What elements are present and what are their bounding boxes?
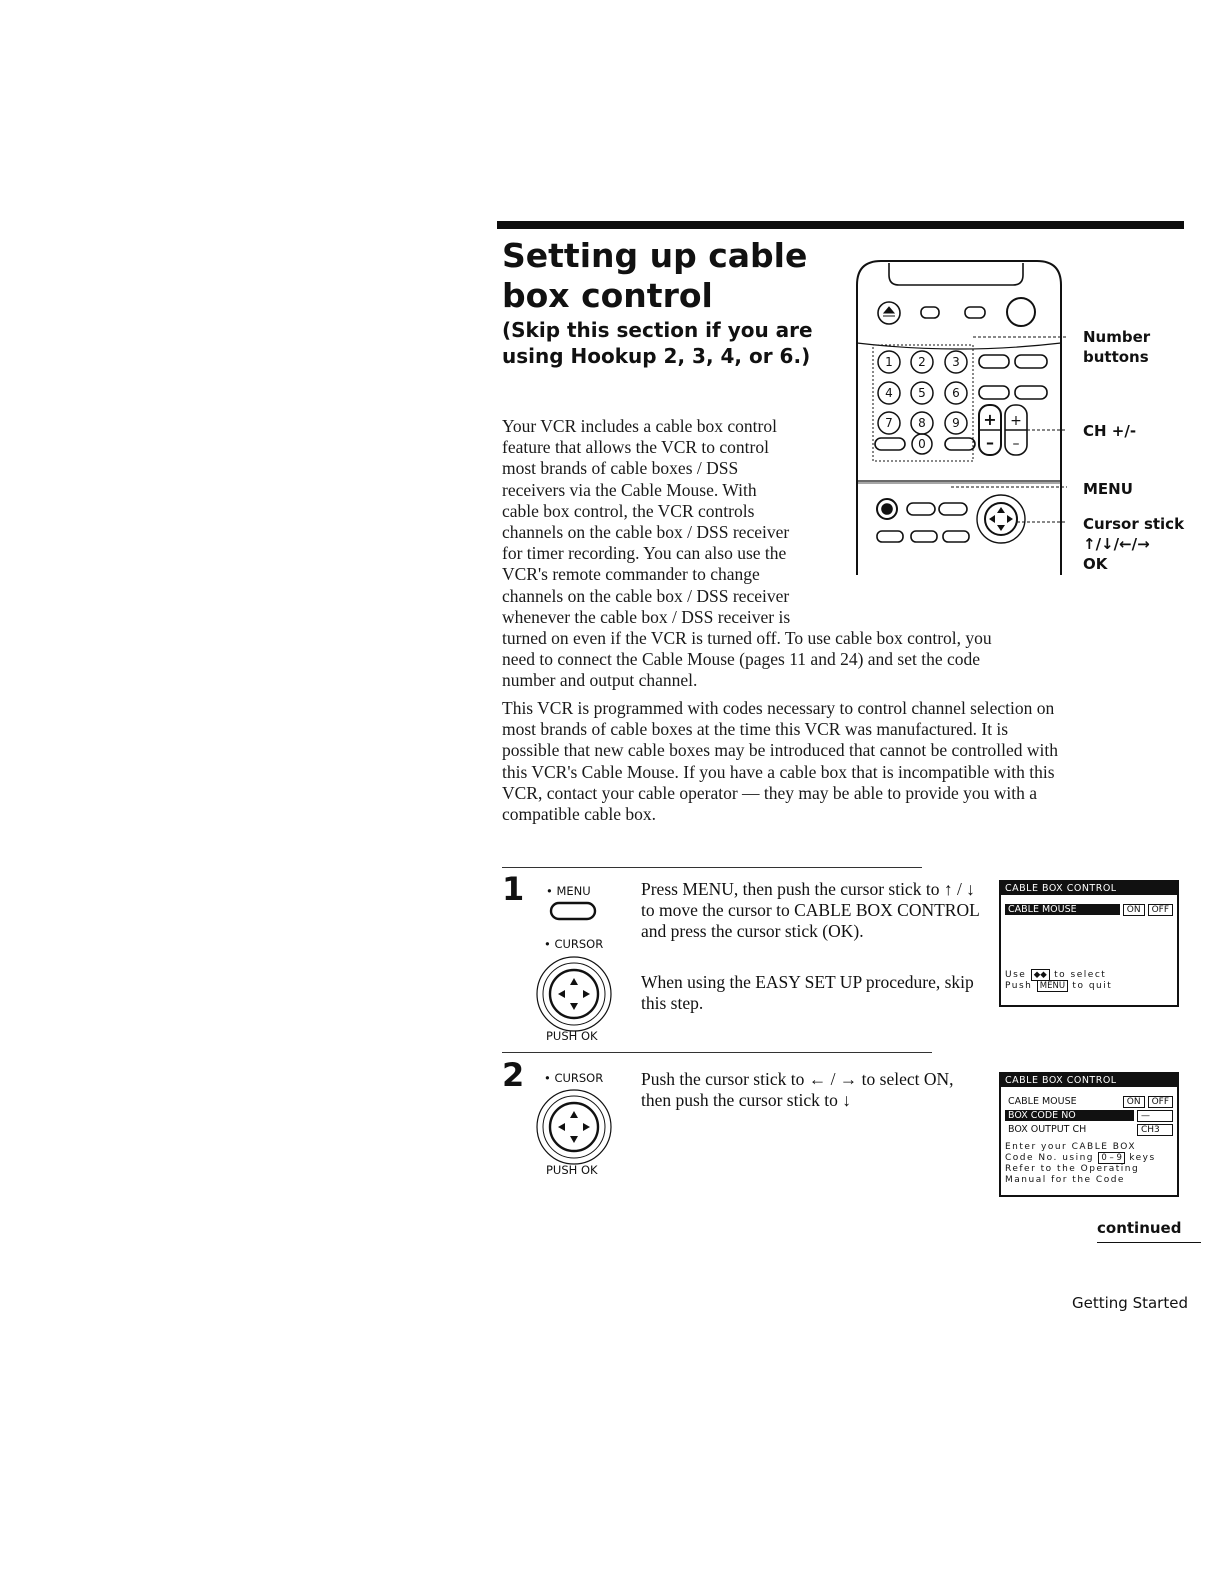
minus-icon: – xyxy=(1012,436,1020,452)
plus-icon: + xyxy=(1010,413,1022,429)
small-button xyxy=(921,307,939,318)
push-ok-label: PUSH OK xyxy=(546,1029,598,1043)
digit-label: 5 xyxy=(918,386,926,400)
continued-rule xyxy=(1097,1242,1201,1243)
osd-row-label: BOX OUTPUT CH xyxy=(1008,1124,1087,1135)
osd-footer-line: Refer to the Operating xyxy=(1005,1164,1140,1174)
section-name: Getting Started xyxy=(1072,1294,1188,1312)
digit-label: 8 xyxy=(918,416,926,430)
intro-line: number and output channel. xyxy=(502,670,698,691)
osd-row-label: CABLE MOUSE xyxy=(1008,1096,1077,1107)
digit-label: 6 xyxy=(952,386,960,400)
intro-line: Your VCR includes a cable box control xyxy=(502,416,777,436)
menu-button-label: • MENU xyxy=(546,884,591,898)
cursor-stick-icon xyxy=(534,954,614,1034)
step-1-number: 1 xyxy=(502,870,525,908)
osd-title: CABLE BOX CONTROL xyxy=(1001,1074,1177,1087)
small-button xyxy=(965,307,985,318)
osd-row-output-ch xyxy=(1005,1123,1173,1136)
osd-screen-step-2 xyxy=(999,1072,1179,1197)
remote-seam xyxy=(857,343,1061,349)
osd-row-box-code xyxy=(1005,1109,1173,1122)
minus-icon: – xyxy=(986,433,994,452)
callout-menu: MENU xyxy=(1083,480,1133,498)
digit-label: 2 xyxy=(918,355,926,369)
osd-footer-text: Push xyxy=(1005,981,1033,991)
osd-option-on: ON xyxy=(1123,1096,1145,1108)
osd-footer-line xyxy=(1001,970,1177,981)
osd-footer-line: Enter your CABLE BOX xyxy=(1005,1142,1136,1152)
digit-label: 4 xyxy=(885,386,893,400)
title-line-2: box control xyxy=(502,276,713,315)
osd-row-label: CABLE MOUSE xyxy=(1005,904,1120,915)
osd-footer-text: to select xyxy=(1054,970,1107,980)
osd-row-cable-mouse xyxy=(1005,903,1173,916)
osd-footer-text: to quit xyxy=(1072,981,1113,991)
intro-line: whenever the cable box / DSS receiver is xyxy=(502,606,791,627)
osd-title: CABLE BOX CONTROL xyxy=(1001,882,1177,895)
callout-ch: CH +/- xyxy=(1083,422,1137,440)
callout-text: Number xyxy=(1083,328,1151,346)
continued-label: continued xyxy=(1097,1219,1182,1237)
cursor-label: • CURSOR xyxy=(544,937,604,951)
osd-option-on: ON xyxy=(1123,904,1145,916)
digit-label: 7 xyxy=(885,416,893,430)
intro-line: cable box control, the VCR controls xyxy=(502,500,755,521)
page-subtitle xyxy=(502,317,842,369)
intro-line: receivers via the Cable Mouse. With xyxy=(502,479,757,500)
callout-text: OK xyxy=(1083,555,1108,573)
digit-label: 0 xyxy=(918,437,926,451)
callout-number-buttons xyxy=(1083,327,1150,367)
osd-row-cable-mouse xyxy=(1005,1095,1173,1108)
osd-footer-text: Code No. using xyxy=(1005,1153,1095,1163)
callout-cursor-stick xyxy=(1083,514,1184,574)
intro-line: turned on even if the VCR is turned off. To use cable box control, you xyxy=(502,628,992,649)
osd-option-off: OFF xyxy=(1148,1096,1173,1108)
cursor-label: • CURSOR xyxy=(544,1071,604,1085)
plus-icon: + xyxy=(983,410,997,429)
remote-illustration xyxy=(855,255,1070,575)
osd-footer-line xyxy=(1001,1153,1177,1164)
intro-line: channels on the cable box / DSS receiver xyxy=(502,585,790,606)
intro-line: need to connect the Cable Mouse (pages 11 and 24) and set the code xyxy=(502,649,981,670)
digit-label: 9 xyxy=(952,416,960,430)
osd-output-value: CH3 xyxy=(1137,1124,1173,1136)
title-line-1: Setting up cable xyxy=(502,236,808,275)
callout-text: buttons xyxy=(1083,348,1149,366)
osd-option-off: OFF xyxy=(1148,904,1173,916)
intro-line: feature that allows the VCR to control xyxy=(502,437,769,458)
osd-footer-line: Manual for the Code xyxy=(1005,1175,1125,1185)
push-ok-label: PUSH OK xyxy=(546,1163,598,1177)
menu-key: MENU xyxy=(1037,980,1068,992)
menu-button-icon xyxy=(549,900,599,922)
cursor-arrows-icon xyxy=(989,507,1013,531)
eject-icon xyxy=(883,307,895,316)
step-divider xyxy=(502,1052,932,1053)
osd-screen-step-1 xyxy=(999,880,1179,1007)
power-button xyxy=(1007,298,1035,326)
step-1-text: Press MENU, then push the cursor stick to ↑ / ↓ to move the cursor to CABLE BOX CONTROL and press the cursor stick (OK). xyxy=(641,879,980,941)
step-1-note: When using the EASY SET UP procedure, skip this step. xyxy=(641,972,974,1013)
callout-text: Cursor stick xyxy=(1083,515,1185,533)
record-icon xyxy=(882,504,892,514)
cursor-stick-icon xyxy=(534,1087,614,1167)
intro-line: VCR's remote commander to change xyxy=(502,564,760,585)
digit-label: 3 xyxy=(952,355,960,369)
intro-line: for timer recording. You can also use the xyxy=(502,543,787,564)
compatibility-paragraph: This VCR is programmed with codes necessary to control channel selection on most brands of cable boxes at the time this VCR was manufactured. It is possible that new cable boxes may be introduced that cannot be controlled with this VCR's Cable Mouse. If you have a cable box that is incompatible with this VCR, contact your cable operator — they may be able to provide you with a compatible cable box. xyxy=(502,698,1058,825)
step-2-text: Push the cursor stick to ← / → to select ON, then push the cursor stick to ↓ xyxy=(641,1069,954,1110)
intro-line: most brands of cable boxes / DSS xyxy=(502,458,739,479)
callout-text: ↑/↓/←/→ xyxy=(1083,535,1150,553)
display-window xyxy=(889,263,1023,285)
osd-code-value: — xyxy=(1137,1110,1173,1122)
arrow-keys-icon: ◆◆ xyxy=(1031,969,1050,981)
top-rule xyxy=(497,221,1184,229)
osd-footer-text: Use xyxy=(1005,970,1027,980)
digit-label: 1 xyxy=(885,355,893,369)
digit-keys: 0 – 9 xyxy=(1098,1152,1124,1164)
intro-line: channels on the cable box / DSS receiver xyxy=(502,522,790,543)
subtitle-line-1: (Skip this section if you are xyxy=(502,318,813,342)
osd-footer-text: keys xyxy=(1129,1153,1156,1163)
page-title xyxy=(502,236,807,316)
subtitle-line-2: using Hookup 2, 3, 4, or 6.) xyxy=(502,344,811,368)
osd-footer-line xyxy=(1001,981,1177,992)
step-divider xyxy=(502,867,922,868)
osd-row-label: BOX CODE NO xyxy=(1005,1110,1134,1121)
step-2-number: 2 xyxy=(502,1056,525,1094)
